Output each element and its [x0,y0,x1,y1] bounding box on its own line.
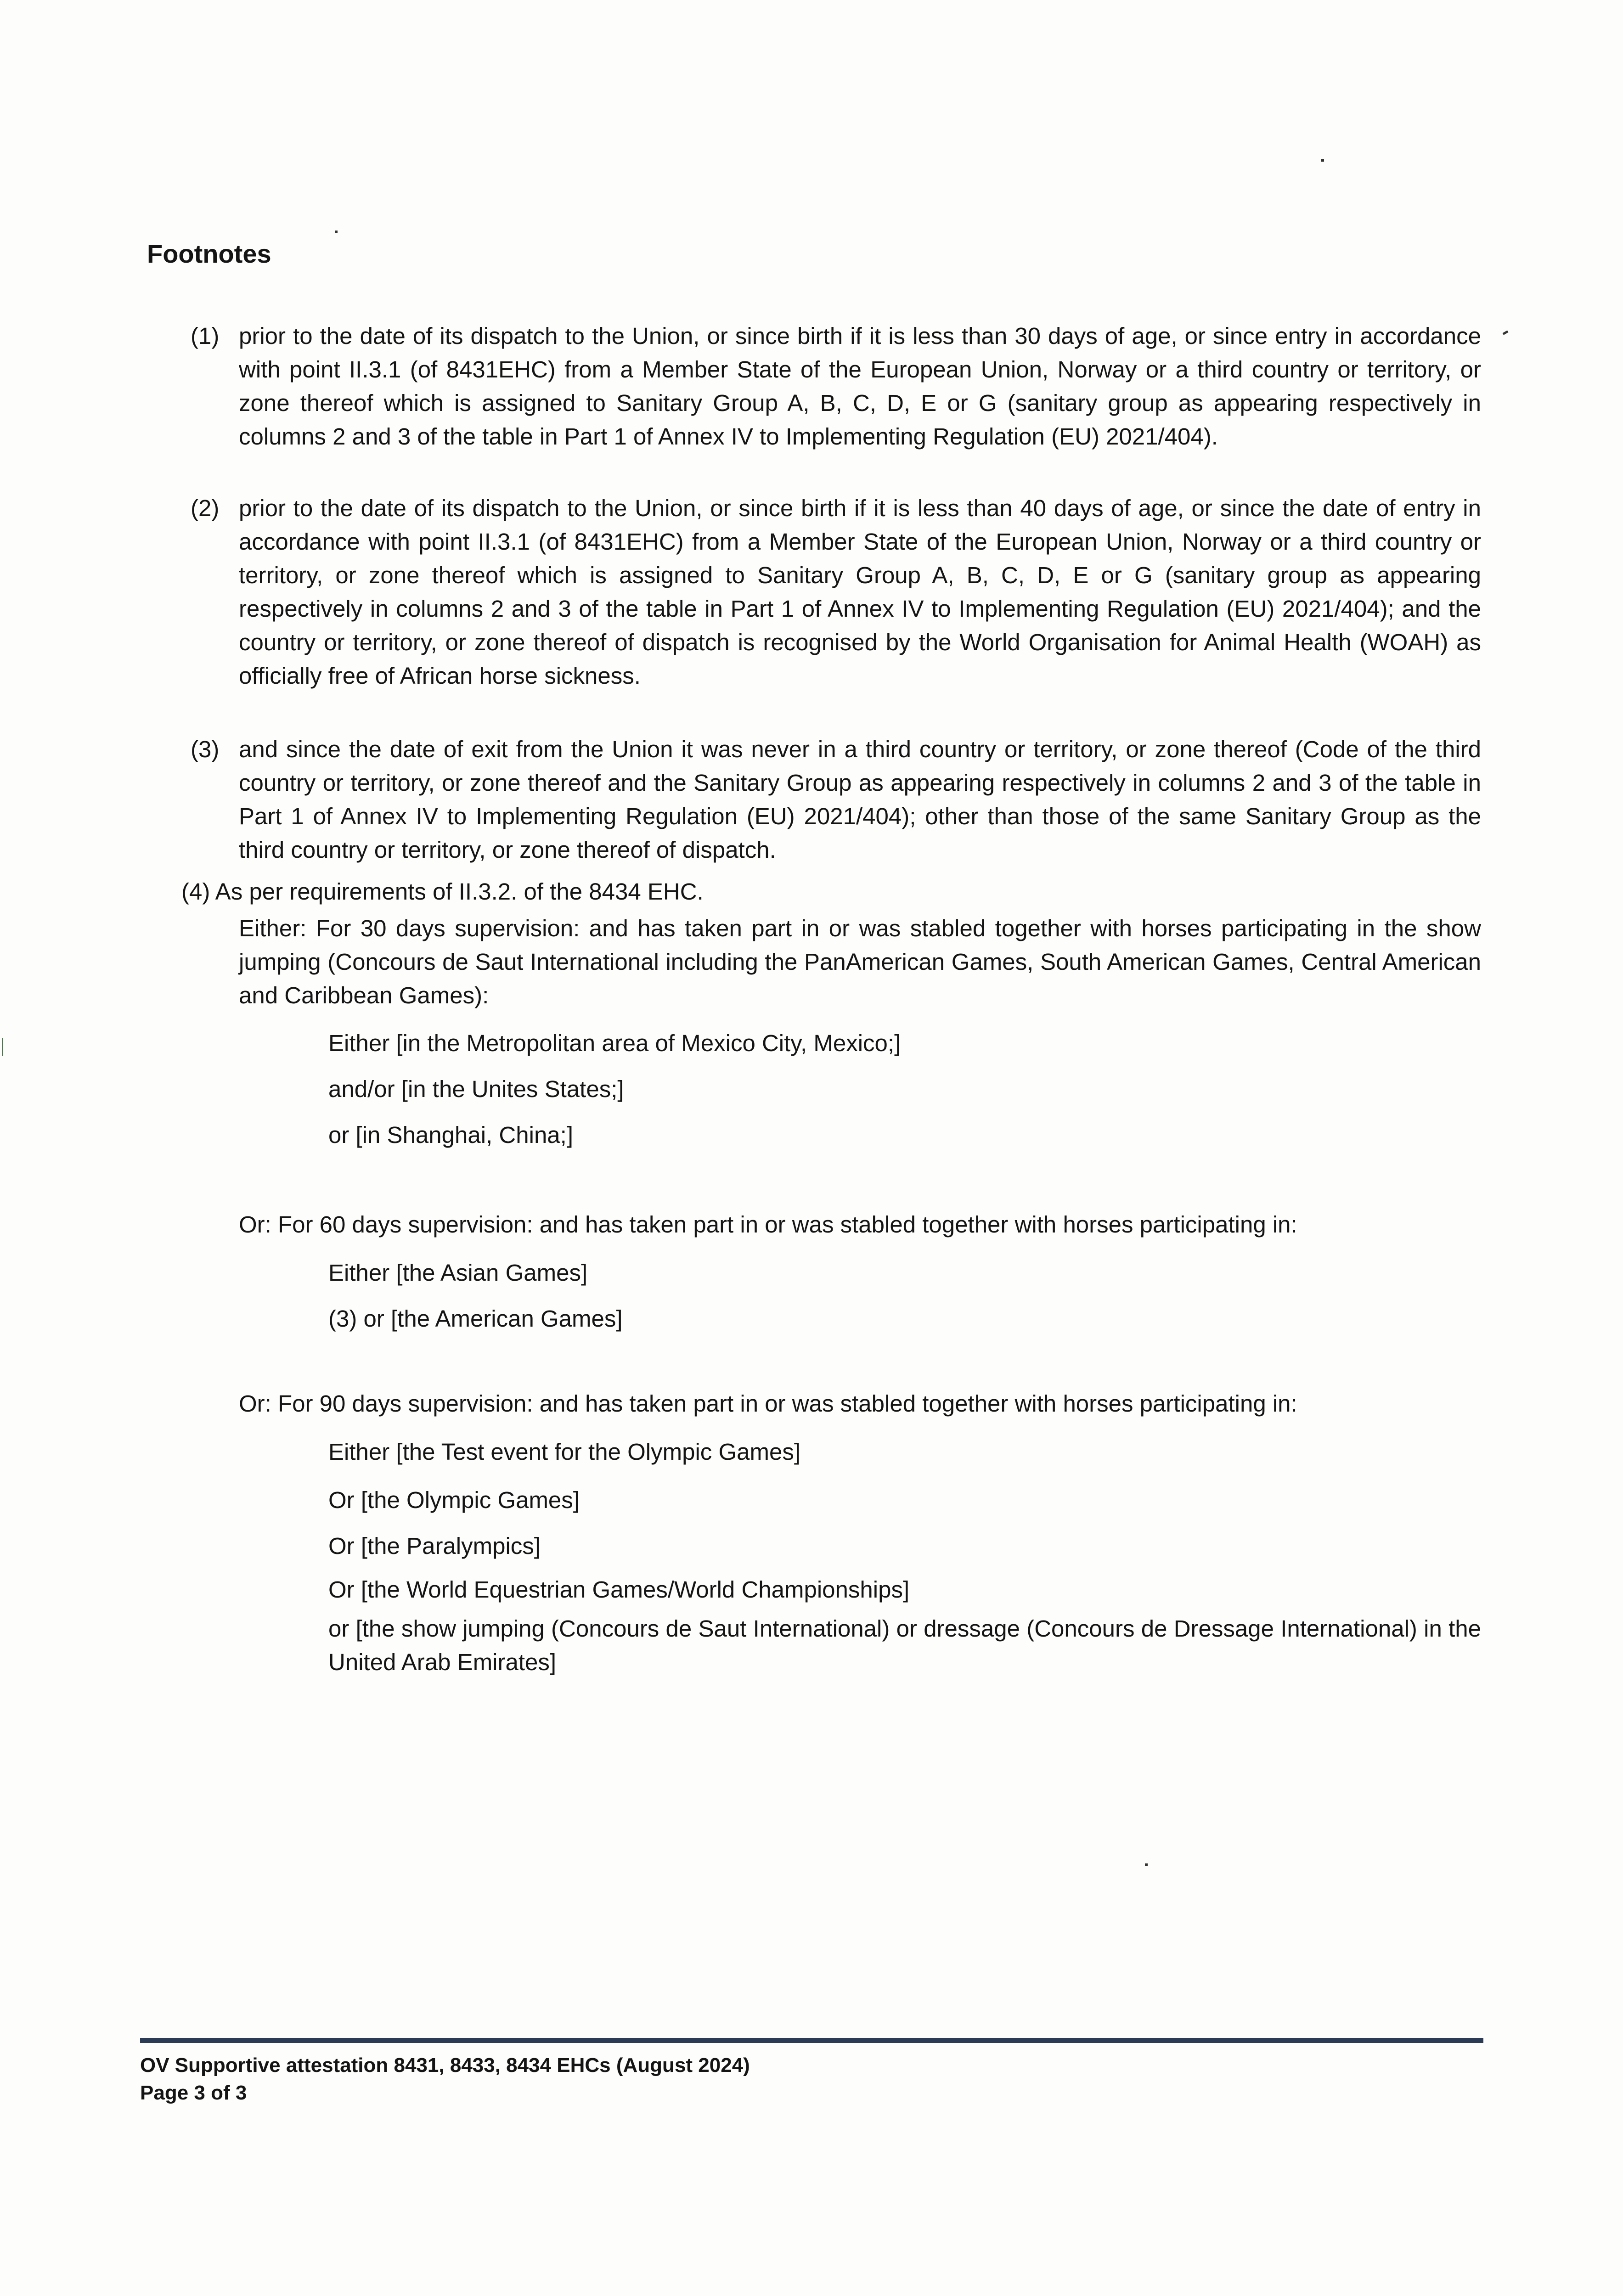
footnote-number: (1) [191,323,220,349]
footnotes-heading: Footnotes [147,239,271,268]
scan-speck [335,231,338,233]
scan-speck [1145,1863,1148,1866]
option-90-world-equestrian-games: Or [the World Equestrian Games/World Championships] [328,1576,910,1603]
footnote-text: prior to the date of its dispatch to the Union, or since birth if it is less than 40 days of age, or since the date of entry in accordance with point II.3.1 (of 8431EHC) from a Member State of the European Union, Norway or a third country or territory, or zone thereof which is assigned to Sanitary Group A, B, C, D, E or G (sanitary group as appearing respectively in columns 2 and 3 of the table in Part 1 of Annex IV to Implementing Regulation (EU) 2021/404); and the country or territory, or zone thereof of dispatch is recognised by the World Organisation for Animal Health (WOAH) as officially free of African horse sickness. [239,495,1481,689]
option-90-olympic-games: Or [the Olympic Games] [328,1487,580,1513]
scan-speck [1503,330,1509,335]
footnote-number: (3) [191,736,220,762]
footnote-3 [191,732,1481,867]
option-30-mexico: Either [in the Metropolitan area of Mexico City, Mexico;] [328,1030,901,1056]
option-90-test-event: Either [the Test event for the Olympic Games] [328,1439,800,1465]
scan-edge-mark [2,1038,3,1056]
or-60-days-paragraph: Or: For 60 days supervision: and has taken part in or was stabled together with horses participating in: [239,1211,1297,1238]
option-90-paralympics: Or [the Paralympics] [328,1533,541,1559]
footnote-text: prior to the date of its dispatch to the Union, or since birth if it is less than 30 days of age, or since entry in accordance with point II.3.1 (of 8431EHC) from a Member State of the European Union, Norway or a third country or territory, or zone thereof which is assigned to Sanitary Group A, B, C, D, E or G (sanitary group as appearing respectively in columns 2 and 3 of the table in Part 1 of Annex IV to Implementing Regulation (EU) 2021/404). [239,323,1481,450]
scan-speck [1321,159,1324,162]
footnote-4-intro: (4) As per requirements of II.3.2. of the 8434 EHC. [181,878,704,905]
footnote-2 [191,491,1481,692]
footer-document-title: OV Supportive attestation 8431, 8433, 8434 EHCs (August 2024) [140,2054,750,2077]
option-30-united-states: and/or [in the Unites States;] [328,1076,624,1102]
or-90-days-paragraph: Or: For 90 days supervision: and has taken part in or was stabled together with horses participating in: [239,1390,1297,1417]
footer-page-number: Page 3 of 3 [140,2082,247,2104]
footnote-1 [191,319,1481,453]
footnote-text: and since the date of exit from the Union it was never in a third country or territory, or zone thereof (Code of the third country or territory, or zone thereof and the Sanitary Group as appearing respectively in columns 2 and 3 of the table in Part 1 of Annex IV to Implementing Regulation (EU) 2021/404); other than those of the same Sanitary Group as the third country or territory, or zone thereof of dispatch. [239,736,1481,863]
footer-divider [140,2038,1483,2043]
option-90-show-jumping-uae: or [the show jumping (Concours de Saut International) or dressage (Concours de Dressage International) in the United Arab Emirates] [328,1615,1481,1675]
footnote-number: (2) [191,495,220,521]
option-60-american-games: (3) or [the American Games] [328,1306,623,1332]
either-30-days-paragraph: Either: For 30 days supervision: and has taken part in or was stabled together with horses participating in the show jumping (Concours de Saut International including the PanAmerican Games, South American Games, Central American and Caribbean Games): [239,915,1481,1008]
option-30-shanghai: or [in Shanghai, China;] [328,1122,574,1148]
option-60-asian-games: Either [the Asian Games] [328,1260,588,1286]
